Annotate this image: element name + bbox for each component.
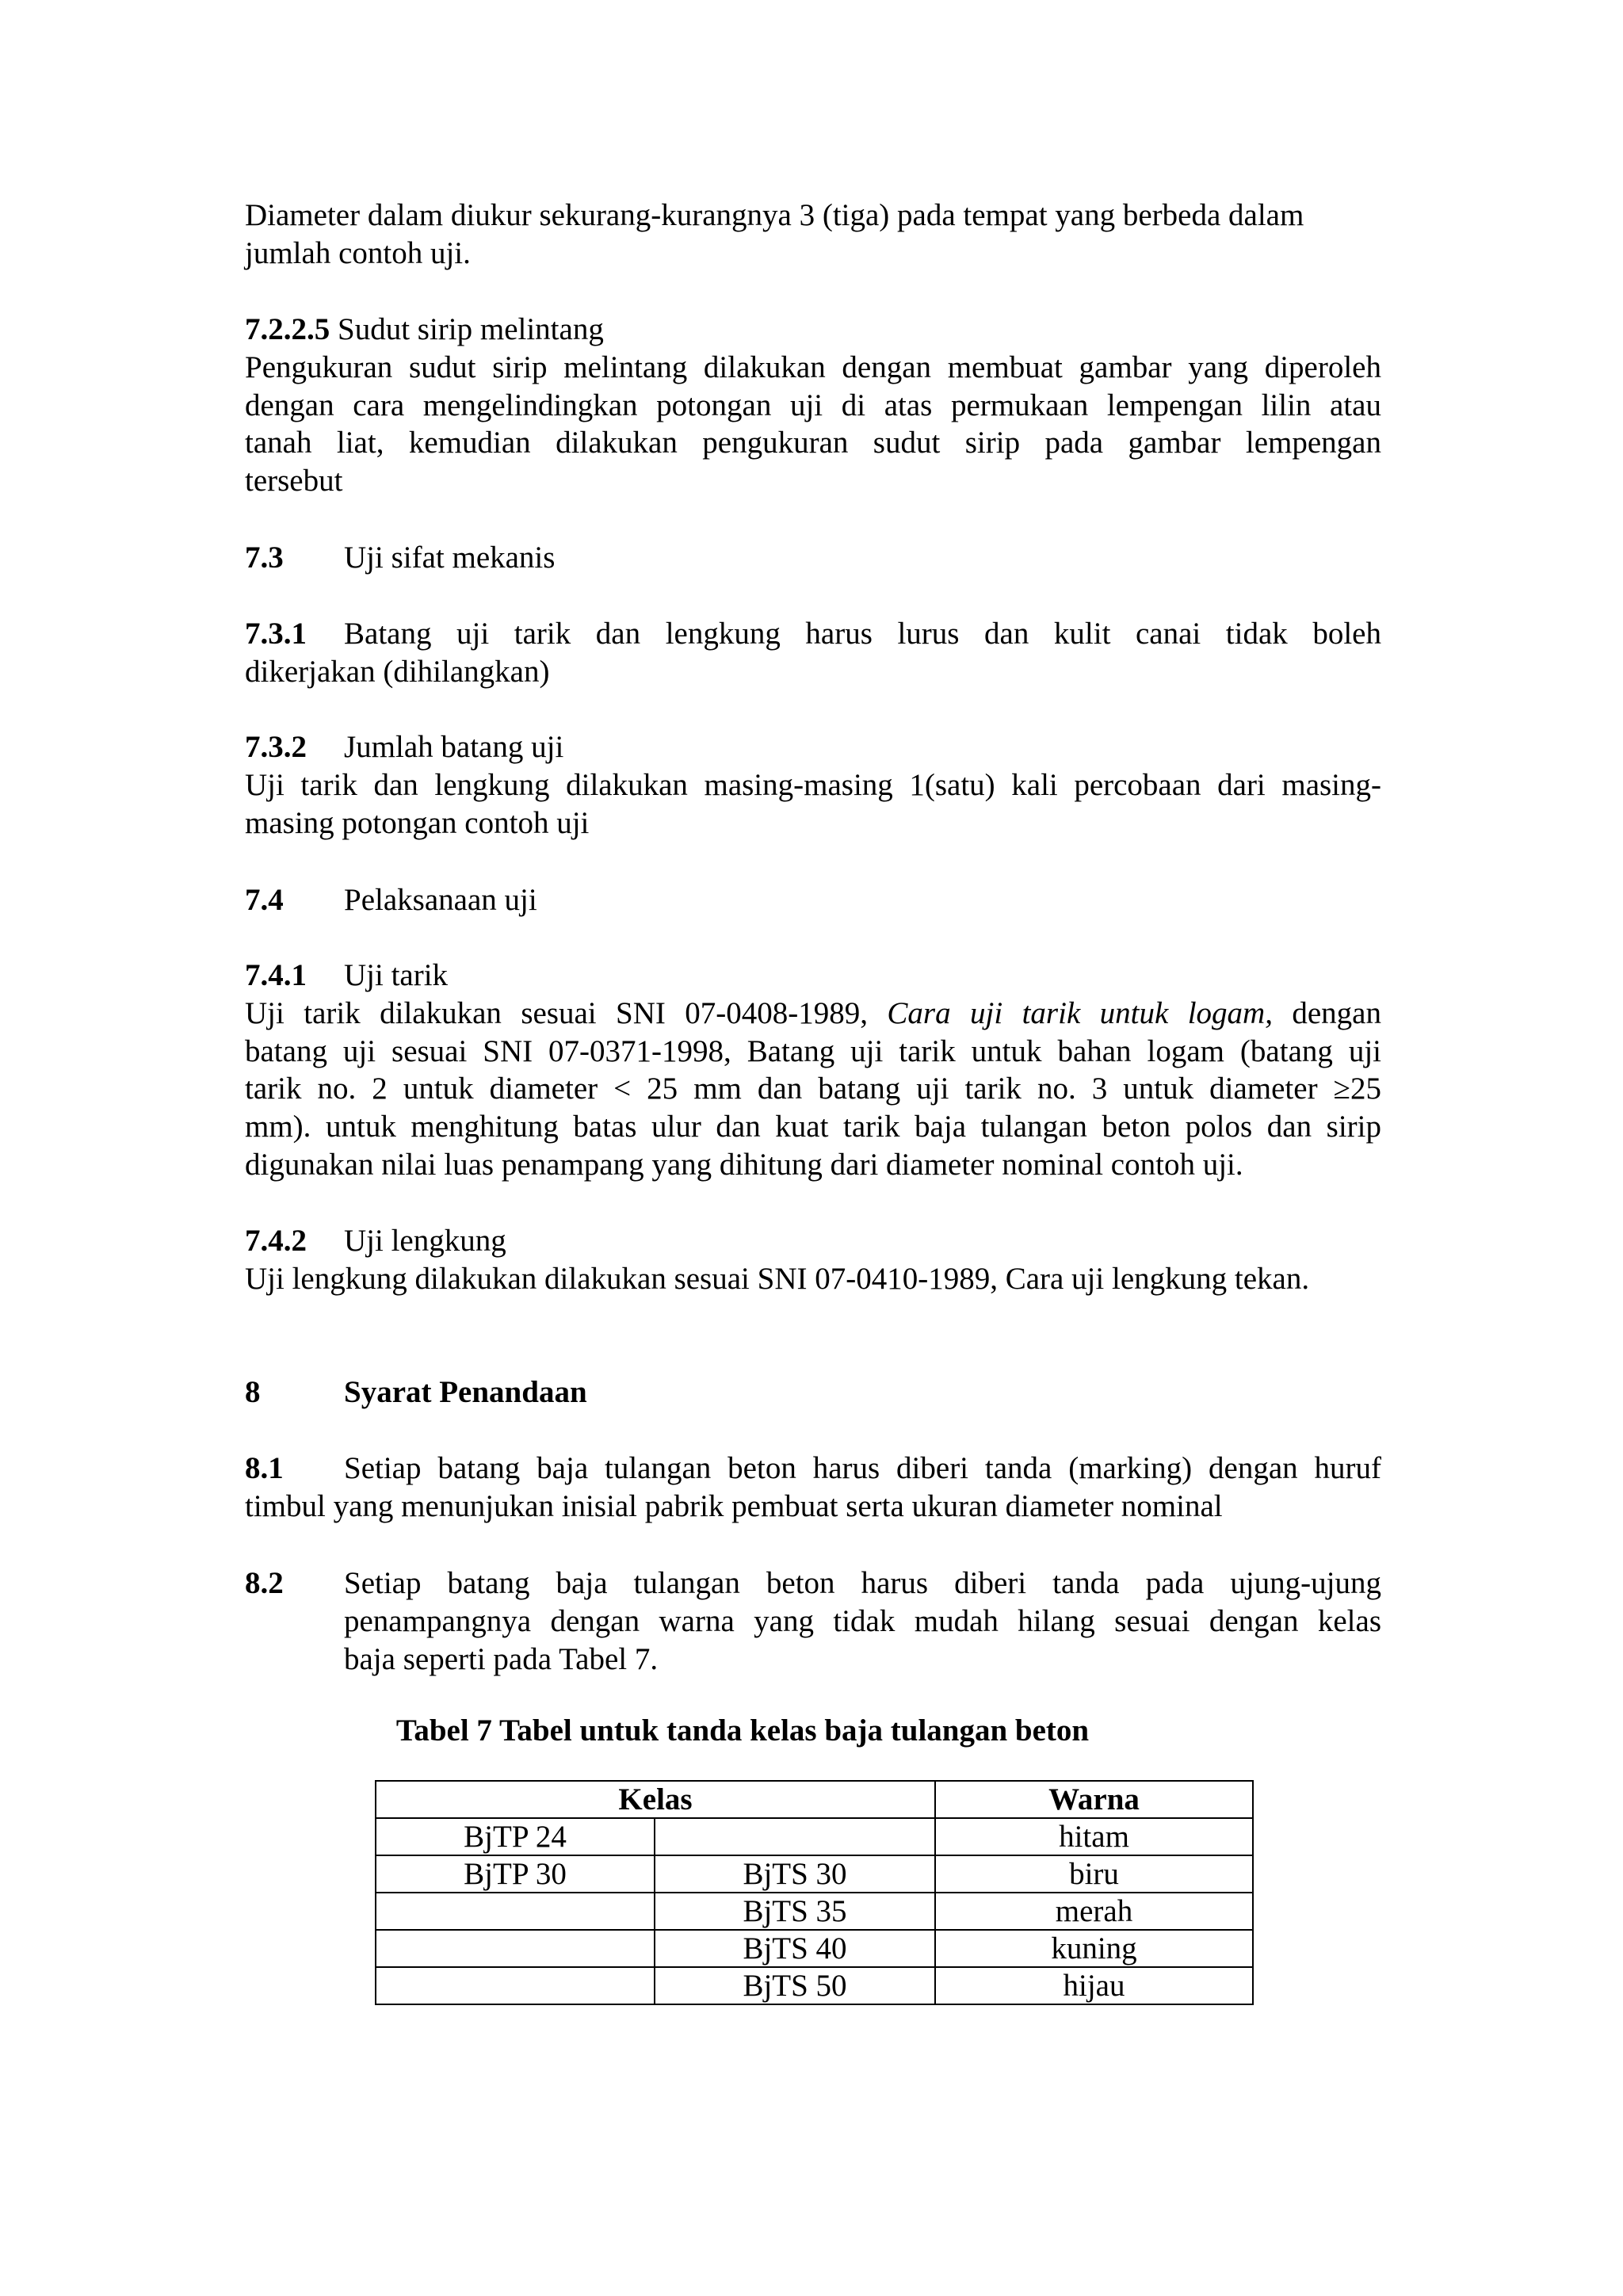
section-title: Uji tarik — [344, 958, 449, 992]
intro-line-1: Diameter dalam diukur sekurang-kurangnya 3 (tiga) pada tempat yang berbeda dalam — [245, 198, 1304, 232]
section-heading — [245, 1222, 1381, 1260]
section-body-line: dengan cara mengelindingkan potongan uji di atas permukaan lempengan lilin atau — [245, 388, 1381, 422]
cell-color: biru — [935, 1855, 1253, 1893]
table-caption-text: Tabel 7 Tabel untuk tanda kelas baja tulangan beton — [395, 1713, 1090, 1748]
section-line-4: mm). untuk menghitung batas ulur dan kuat tarik baja tulangan beton polos dan sirip — [245, 1110, 1381, 1144]
section-line-3: tarik no. 2 untuk diameter < 25 mm dan batang uji tarik no. 3 untuk diameter ≥25 — [245, 1072, 1381, 1106]
section-line-3: baja seperti pada Tabel 7. — [344, 1641, 659, 1676]
section-title: Syarat Penandaan — [344, 1375, 587, 1409]
section-line-2: dikerjakan (dihilangkan) — [245, 654, 550, 689]
table-header-row — [376, 1781, 1253, 1818]
section-heading — [245, 957, 1381, 995]
cell-class-bjts: BjTS 40 — [655, 1930, 935, 1967]
cell-class-bjtp — [376, 1967, 655, 2004]
section-number: 8 — [245, 1375, 261, 1409]
intro-line-2: jumlah contoh uji. — [245, 235, 471, 270]
section-number: 7.2.2.5 — [245, 312, 330, 346]
section-line-1 — [245, 995, 1381, 1033]
table-row — [376, 1818, 1253, 1855]
section-heading — [245, 728, 1381, 766]
cell-class-bjtp — [376, 1930, 655, 1967]
section-number: 7.3 — [245, 541, 284, 575]
section-line-1: Uji lengkung dilakukan dilakukan sesuai SNI 07-0410-1989, Cara uji lengkung tekan. — [245, 1261, 1310, 1296]
table-row — [376, 1893, 1253, 1930]
header-kelas: Kelas — [376, 1781, 935, 1818]
section-line-2: batang uji sesuai SNI 07-0371-1998, Batang uji tarik untuk bahan logam (batang uji — [245, 1033, 1381, 1068]
section-7-2-2-5 — [245, 311, 1381, 500]
cell-color: kuning — [935, 1930, 1253, 1967]
table-row — [376, 1967, 1253, 2004]
section-line-1 — [245, 615, 1381, 653]
section-7-3 — [245, 539, 1381, 577]
table-caption — [245, 1712, 1381, 1750]
section-number: 7.3.1 — [245, 617, 307, 651]
section-title: Jumlah batang uji — [344, 730, 564, 764]
section-line-2: timbul yang menunjukan inisial pabrik pembuat serta ukuran diameter nominal — [245, 1488, 1223, 1523]
section-line-1 — [245, 1450, 1381, 1488]
section-number: 7.4 — [245, 883, 284, 917]
section-body-line: tanah liat, kemudian dilakukan pengukuran sudut sirip pada gambar lempengan — [245, 426, 1381, 460]
intro-paragraph — [245, 197, 1381, 273]
section-text: Batang uji tarik dan lengkung harus lurus dan kulit canai tidak boleh — [344, 617, 1381, 651]
cell-class-bjtp: BjTP 30 — [376, 1855, 655, 1893]
section-heading — [245, 311, 1381, 349]
cell-class-bjts: BjTS 35 — [655, 1893, 935, 1930]
section-7-3-1 — [245, 615, 1381, 691]
text-run: dengan — [1292, 995, 1381, 1030]
cell-color: merah — [935, 1893, 1253, 1930]
section-number: 8.2 — [245, 1566, 284, 1600]
cell-class-bjtp — [376, 1893, 655, 1930]
section-title: Pelaksanaan uji — [344, 883, 537, 917]
section-7-3-2 — [245, 728, 1381, 842]
cell-color: hitam — [935, 1818, 1253, 1855]
section-title: Uji lengkung — [344, 1224, 506, 1258]
header-warna: Warna — [935, 1781, 1253, 1818]
section-line-5: digunakan nilai luas penampang yang dihitung dari diameter nominal contoh uji. — [245, 1147, 1243, 1182]
section-number: 8.1 — [245, 1451, 284, 1485]
table-row — [376, 1855, 1253, 1893]
section-7-4-2 — [245, 1222, 1381, 1298]
italic-reference: Cara uji tarik untuk logam, — [887, 995, 1273, 1030]
section-number: 7.4.1 — [245, 958, 307, 992]
section-text: Setiap batang baja tulangan beton harus diberi tanda (marking) dengan huruf — [344, 1451, 1381, 1485]
section-title: Sudut sirip melintang — [338, 312, 604, 346]
section-title: Uji sifat mekanis — [344, 541, 556, 575]
cell-color: hijau — [935, 1967, 1253, 2004]
cell-class-bjts: BjTS 30 — [655, 1855, 935, 1893]
section-7-4-1 — [245, 957, 1381, 1184]
section-8-1 — [245, 1450, 1381, 1526]
section-8 — [245, 1373, 1381, 1412]
section-body — [344, 1564, 1381, 1678]
section-7-4 — [245, 881, 1381, 919]
section-number: 7.4.2 — [245, 1224, 307, 1258]
cell-class-bjts: BjTS 50 — [655, 1967, 935, 2004]
section-line-1: Setiap batang baja tulangan beton harus diberi tanda pada ujung-ujung — [344, 1566, 1381, 1600]
cell-class-bjts — [655, 1818, 935, 1855]
cell-class-bjtp: BjTP 24 — [376, 1818, 655, 1855]
section-line-2: penampangnya dengan warna yang tidak mudah hilang sesuai dengan kelas — [344, 1603, 1381, 1638]
table-row — [376, 1930, 1253, 1967]
text-run: Uji tarik dilakukan sesuai SNI 07-0408-1989, — [245, 995, 869, 1030]
section-body-line: Pengukuran sudut sirip melintang dilakukan dengan membuat gambar yang diperoleh — [245, 350, 1381, 384]
section-8-2 — [245, 1564, 1381, 1683]
section-body-line: tersebut — [245, 464, 343, 499]
section-line-2: masing potongan contoh uji — [245, 805, 590, 840]
section-number: 7.3.2 — [245, 730, 307, 764]
steel-class-color-table — [375, 1780, 1254, 2005]
section-line-1: Uji tarik dan lengkung dilakukan masing-masing 1(satu) kali percobaan dari masing- — [245, 767, 1381, 802]
